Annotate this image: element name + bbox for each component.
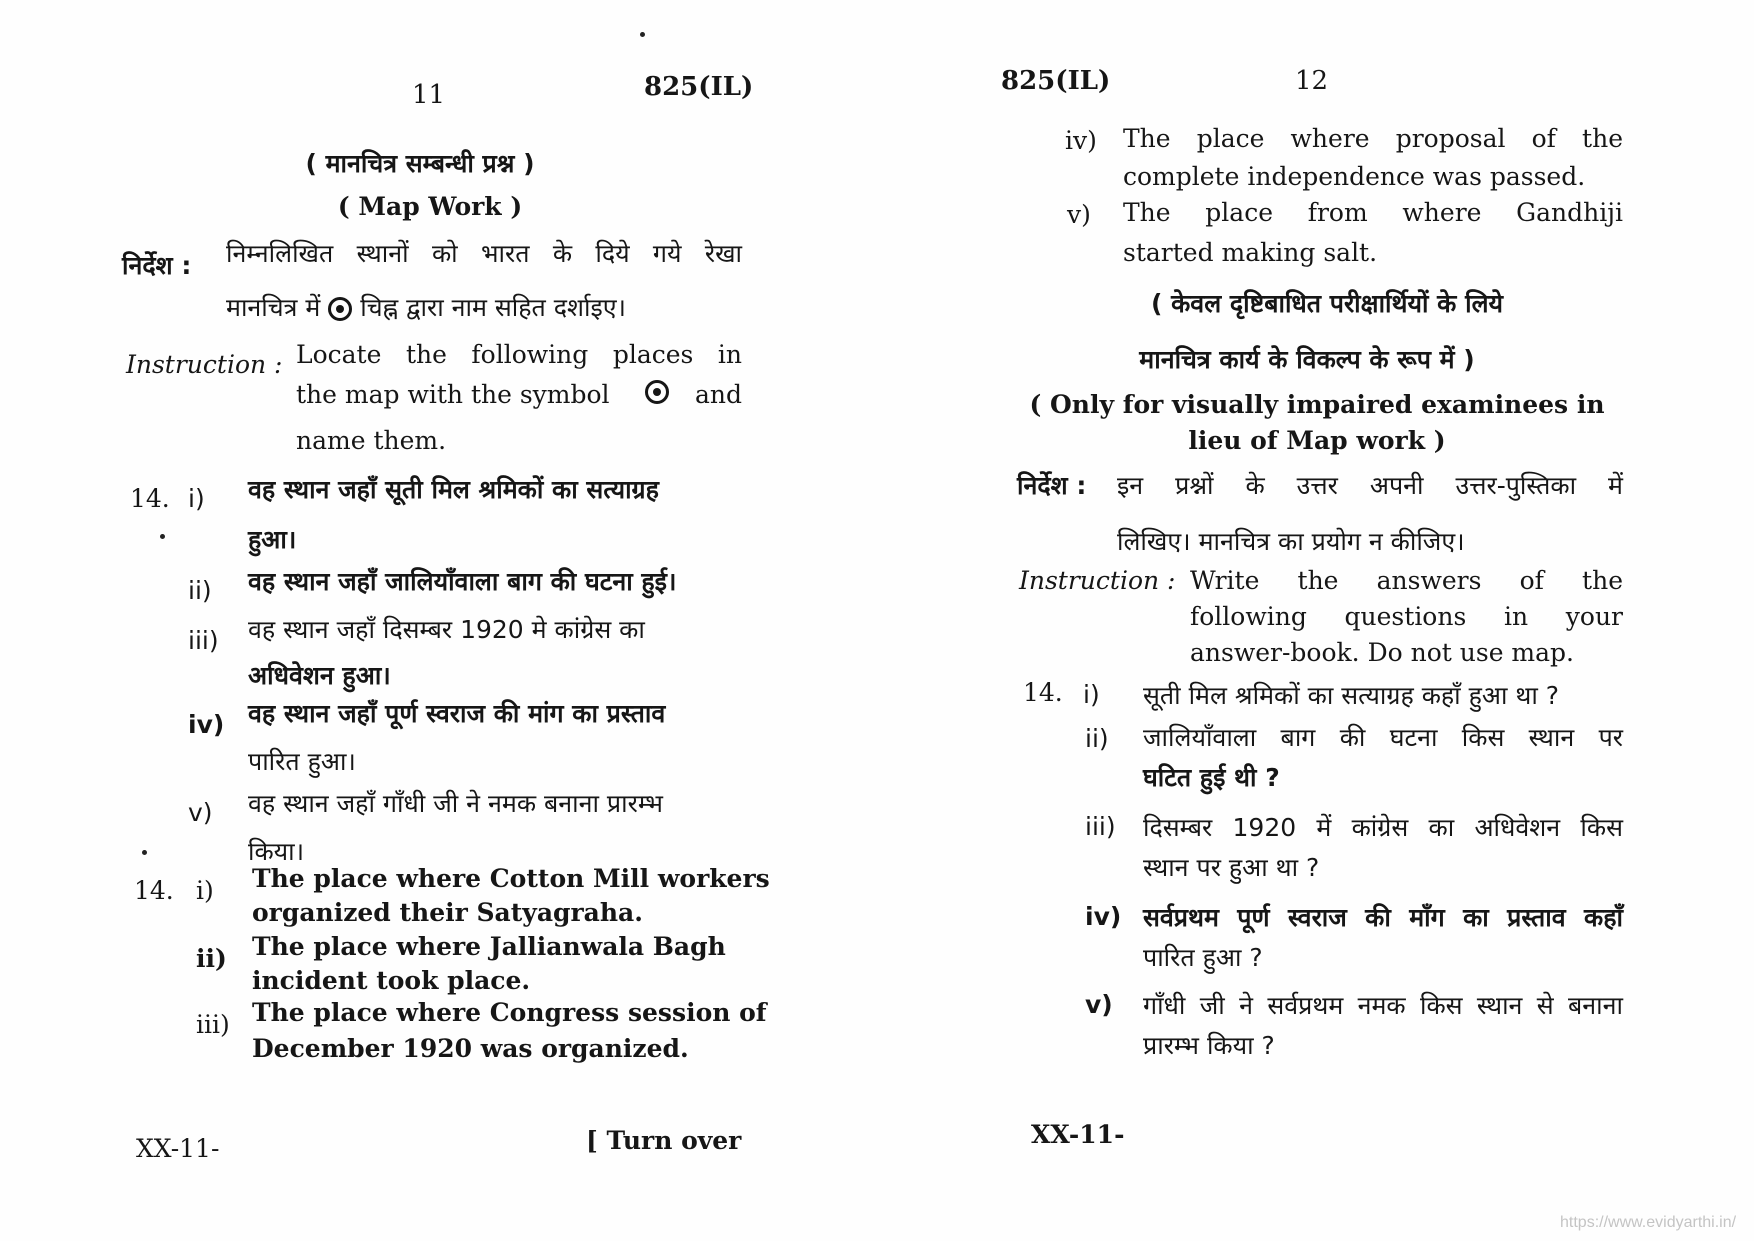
- speck: [640, 32, 645, 37]
- english-item-line: The place from where Gandhiji: [1123, 198, 1623, 227]
- english-item-line: started making salt.: [1123, 238, 1378, 267]
- section-heading-hindi: ( केवल दृष्टिबाधित परीक्षार्थियों के लिये: [1150, 289, 1504, 318]
- hindi-item-line: स्थान पर हुआ था ?: [1143, 853, 1320, 882]
- instruction-line2: [296, 380, 742, 409]
- item-number: i): [188, 484, 205, 513]
- turn-over: [ Turn over: [586, 1126, 742, 1155]
- instruction-part: and: [694, 380, 742, 409]
- english-item-line: The place where Cotton Mill workers: [252, 864, 770, 893]
- section-heading-hindi: मानचित्र कार्य के विकल्प के रूप में ): [1139, 345, 1475, 374]
- item-number: ii): [196, 944, 227, 973]
- hindi-item-line: वह स्थान जहाँ दिसम्बर 1920 मे कांग्रेस का: [248, 615, 645, 644]
- instruction-part: the map with the symbol: [296, 380, 610, 409]
- english-item-line: December 1920 was organized.: [252, 1034, 689, 1063]
- hindi-item-line: पारित हुआ ?: [1143, 943, 1263, 972]
- english-item-line: incident took place.: [252, 966, 531, 995]
- direction-text-part: मानचित्र में: [226, 293, 321, 322]
- english-item-line: organized their Satyagraha.: [252, 898, 643, 927]
- english-item-line: complete independence was passed.: [1123, 162, 1586, 191]
- instruction-line3: answer-book. Do not use map.: [1190, 638, 1574, 667]
- item-number: v): [1067, 200, 1091, 229]
- item-number: ii): [188, 576, 212, 605]
- instruction-line3: name them.: [296, 426, 447, 455]
- target-symbol-icon: [645, 380, 669, 404]
- footer-code: XX-11-: [136, 1134, 220, 1163]
- item-number: i): [196, 876, 214, 905]
- hindi-item-line: हुआ।: [248, 525, 297, 554]
- hindi-item-line: सर्वप्रथम पूर्ण स्वराज की माँग का प्रस्ताव कहाँ: [1143, 903, 1623, 932]
- speck: [160, 534, 165, 539]
- item-number: iv): [1065, 126, 1097, 155]
- direction-text-line1: निम्नलिखित स्थानों को भारत के दिये गये रेखा: [226, 239, 742, 268]
- instruction-label: Instruction :: [1019, 566, 1176, 595]
- direction-text-part: चिह्न द्वारा नाम सहित दर्शाइए।: [360, 293, 627, 322]
- question-number: 14.: [134, 876, 174, 905]
- instruction-line1: Locate the following places in: [296, 340, 742, 369]
- item-number: iii): [196, 1010, 230, 1039]
- target-symbol-icon: [328, 297, 352, 321]
- english-item-line: The place where Jallianwala Bagh: [252, 932, 726, 961]
- hindi-item-line: पारित हुआ।: [248, 747, 356, 776]
- instruction-line2: following questions in your: [1190, 602, 1623, 631]
- hindi-item-line: वह स्थान जहाँ पूर्ण स्वराज की मांग का प्रस्ताव: [248, 699, 666, 728]
- section-heading-english: ( Only for visually impaired examinees in: [1029, 390, 1605, 419]
- hindi-item-line: दिसम्बर 1920 में कांग्रेस का अधिवेशन किस: [1143, 813, 1623, 842]
- page-number: 11: [412, 80, 446, 110]
- hindi-item-line: घटित हुई थी ?: [1143, 763, 1280, 792]
- instruction-label: Instruction :: [126, 350, 283, 379]
- item-number: iv): [1085, 902, 1122, 931]
- hindi-item-line: प्रारम्भ किया ?: [1143, 1031, 1275, 1060]
- paper-code: 825(IL): [644, 72, 754, 102]
- english-item-line: The place where proposal of the: [1123, 124, 1623, 153]
- english-item-line: The place where Congress session of: [252, 998, 767, 1027]
- hindi-item-line: वह स्थान जहाँ सूती मिल श्रमिकों का सत्याग्रह: [248, 475, 659, 504]
- instruction-line1: Write the answers of the: [1190, 566, 1623, 595]
- item-number: iii): [1085, 812, 1116, 841]
- item-number: v): [1085, 990, 1113, 1019]
- direction-label: निर्देश :: [1017, 471, 1087, 500]
- item-number: v): [188, 798, 213, 827]
- direction-text-line2: [226, 290, 626, 324]
- right-page: [877, 0, 1754, 1241]
- hindi-item-line: अधिवेशन हुआ।: [248, 661, 391, 690]
- direction-label: निर्देश :: [122, 251, 192, 280]
- item-number: iii): [188, 626, 219, 655]
- section-heading-hindi: ( मानचित्र सम्बन्धी प्रश्न ): [305, 149, 535, 178]
- item-number: i): [1083, 680, 1100, 709]
- question-number: 14.: [130, 484, 170, 513]
- question-number: 14.: [1023, 678, 1063, 707]
- footer-code: XX-11-: [1031, 1120, 1125, 1149]
- direction-text-line2: लिखिए। मानचित्र का प्रयोग न कीजिए।: [1117, 527, 1465, 556]
- hindi-item-line: किया।: [248, 837, 305, 866]
- speck: [142, 850, 147, 855]
- item-number: iv): [188, 710, 225, 739]
- item-number: ii): [1085, 724, 1109, 753]
- hindi-item-line: जालियाँवाला बाग की घटना किस स्थान पर: [1143, 723, 1623, 752]
- watermark: https://www.evidyarthi.in/: [1560, 1214, 1737, 1231]
- hindi-item-line: वह स्थान जहाँ जालियाँवाला बाग की घटना हुई।: [248, 567, 677, 596]
- paper-code: 825(IL): [1001, 66, 1111, 96]
- hindi-item-line: सूती मिल श्रमिकों का सत्याग्रह कहाँ हुआ था ?: [1143, 681, 1560, 710]
- page-number: 12: [1295, 66, 1329, 96]
- direction-text-line1: इन प्रश्नों के उत्तर अपनी उत्तर-पुस्तिका में: [1117, 471, 1623, 500]
- section-heading-english: lieu of Map work ): [1188, 426, 1446, 455]
- hindi-item-line: वह स्थान जहाँ गाँधी जी ने नमक बनाना प्रारम्भ: [248, 789, 663, 818]
- hindi-item-line: गाँधी जी ने सर्वप्रथम नमक किस स्थान से बनाना: [1143, 991, 1623, 1020]
- section-heading-english: ( Map Work ): [337, 192, 523, 221]
